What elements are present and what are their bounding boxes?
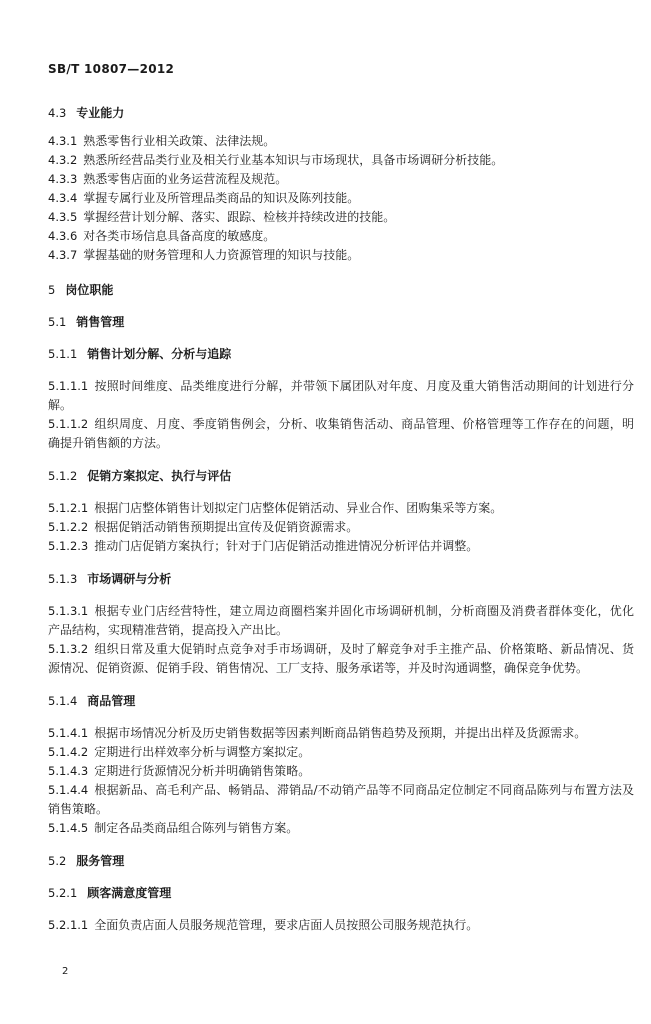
section-heading xyxy=(48,467,634,485)
clause-paragraph xyxy=(48,499,634,518)
clause-text: 组织周度、月度、季度销售例会，分析、收集销售活动、商品管理、价格管理等工作存在的问题，明确提升销售额的方法。 xyxy=(48,417,634,450)
clause-number: 5.2.1 xyxy=(48,886,78,900)
clause-text: 制定各品类商品组合陈列与销售方案。 xyxy=(94,821,299,835)
heading-text: 专业能力 xyxy=(76,106,125,120)
clause-number: 5.1.4.5 xyxy=(48,821,89,835)
clause-paragraph xyxy=(48,602,634,640)
clause-number: 5.1.4.2 xyxy=(48,745,89,759)
section-heading xyxy=(48,884,634,902)
clause-number: 4.3 xyxy=(48,106,67,120)
clause-number: 4.3.1 xyxy=(48,134,78,148)
clause-text: 掌握基础的财务管理和人力资源管理的知识与技能。 xyxy=(83,248,360,262)
clause-text: 按照时间维度、品类维度进行分解，并带领下属团队对年度、月度及重大销售活动期间的计划进行分解。 xyxy=(48,379,634,412)
clause-paragraph xyxy=(48,189,634,208)
clause-paragraph xyxy=(48,208,634,227)
clause-text: 熟悉零售店面的业务运营流程及规范。 xyxy=(83,172,288,186)
clause-number: 5.1.3 xyxy=(48,572,78,586)
heading-text: 销售管理 xyxy=(76,315,125,329)
clause-number: 5.1 xyxy=(48,315,67,329)
clause-paragraph xyxy=(48,781,634,819)
clause-text: 根据门店整体销售计划拟定门店整体促销活动、异业合作、团购集采等方案。 xyxy=(94,501,503,515)
clause-number: 5.1.3.1 xyxy=(48,604,89,618)
clause-text: 对各类市场信息具备高度的敏感度。 xyxy=(83,229,276,243)
heading-text: 促销方案拟定、执行与评估 xyxy=(87,469,232,483)
clause-paragraph xyxy=(48,819,634,838)
clause-number: 4.3.3 xyxy=(48,172,78,186)
heading-text: 岗位职能 xyxy=(65,283,114,297)
clause-text: 掌握经营计划分解、落实、跟踪、检核并持续改进的技能。 xyxy=(83,210,396,224)
clause-text: 定期进行出样效率分析与调整方案拟定。 xyxy=(94,745,311,759)
clause-text: 根据新品、高毛利产品、畅销品、滞销品/不动销产品等不同商品定位制定不同商品陈列与布置方法及销售策略。 xyxy=(48,783,634,816)
clause-number: 4.3.2 xyxy=(48,153,78,167)
clause-number: 5.1.1.1 xyxy=(48,379,89,393)
clause-paragraph xyxy=(48,762,634,781)
section-heading xyxy=(48,313,634,331)
heading-text: 销售计划分解、分析与追踪 xyxy=(87,347,232,361)
page-number: 2 xyxy=(62,966,69,977)
clause-paragraph xyxy=(48,743,634,762)
clause-number: 5 xyxy=(48,283,56,297)
standard-code: SB/T 10807—2012 xyxy=(48,62,175,76)
section-heading xyxy=(48,281,634,299)
section-heading xyxy=(48,692,634,710)
clause-paragraph xyxy=(48,724,634,743)
section-heading xyxy=(48,570,634,588)
document-body xyxy=(48,104,634,935)
clause-text: 根据专业门店经营特性，建立周边商圈档案并固化市场调研机制，分析商圈及消费者群体变化，优化产品结构，实现精准营销，提高投入产出比。 xyxy=(48,604,634,637)
clause-text: 根据市场情况分析及历史销售数据等因素判断商品销售趋势及预期，并提出出样及货源需求。 xyxy=(94,726,587,740)
heading-text: 服务管理 xyxy=(76,854,125,868)
clause-paragraph xyxy=(48,640,634,678)
clause-number: 5.1.2.1 xyxy=(48,501,89,515)
heading-text: 市场调研与分析 xyxy=(87,572,172,586)
clause-number: 5.1.1.2 xyxy=(48,417,89,431)
clause-number: 5.1.4 xyxy=(48,694,78,708)
clause-number: 5.1.1 xyxy=(48,347,78,361)
clause-paragraph xyxy=(48,170,634,189)
clause-number: 4.3.6 xyxy=(48,229,78,243)
clause-number: 5.1.2 xyxy=(48,469,78,483)
section-heading xyxy=(48,852,634,870)
clause-number: 5.1.3.2 xyxy=(48,642,89,656)
section-heading xyxy=(48,104,634,122)
clause-number: 5.1.2.3 xyxy=(48,539,89,553)
clause-text: 根据促销活动销售预期提出宣传及促销资源需求。 xyxy=(94,520,359,534)
clause-number: 5.1.2.2 xyxy=(48,520,89,534)
clause-number: 5.1.4.1 xyxy=(48,726,89,740)
clause-text: 组织日常及重大促销时点竞争对手市场调研，及时了解竞争对手主推产品、价格策略、新品情况、货源情况、促销资源、促销手段、销售情况、工厂支持、服务承诺等，并及时沟通调整，确保竞争优势。 xyxy=(48,642,634,675)
clause-number: 5.2.1.1 xyxy=(48,918,89,932)
clause-paragraph xyxy=(48,415,634,453)
heading-text: 商品管理 xyxy=(87,694,136,708)
clause-text: 掌握专属行业及所管理品类商品的知识及陈列技能。 xyxy=(83,191,360,205)
clause-paragraph xyxy=(48,377,634,415)
clause-paragraph xyxy=(48,916,634,935)
clause-text: 熟悉零售行业相关政策、法律法规。 xyxy=(83,134,276,148)
clause-text: 推动门店促销方案执行；针对于门店促销活动推进情况分析评估并调整。 xyxy=(94,539,479,553)
clause-number: 5.1.4.4 xyxy=(48,783,89,797)
clause-text: 全面负责店面人员服务规范管理，要求店面人员按照公司服务规范执行。 xyxy=(94,918,479,932)
clause-number: 5.1.4.3 xyxy=(48,764,89,778)
clause-text: 熟悉所经营品类行业及相关行业基本知识与市场现状，具备市场调研分析技能。 xyxy=(83,153,504,167)
section-heading xyxy=(48,345,634,363)
clause-text: 定期进行货源情况分析并明确销售策略。 xyxy=(94,764,311,778)
clause-paragraph xyxy=(48,537,634,556)
clause-number: 4.3.4 xyxy=(48,191,78,205)
heading-text: 顾客满意度管理 xyxy=(87,886,172,900)
clause-number: 4.3.7 xyxy=(48,248,78,262)
clause-paragraph xyxy=(48,132,634,151)
clause-paragraph xyxy=(48,518,634,537)
clause-paragraph xyxy=(48,151,634,170)
clause-number: 5.2 xyxy=(48,854,67,868)
clause-paragraph xyxy=(48,227,634,246)
clause-number: 4.3.5 xyxy=(48,210,78,224)
clause-paragraph xyxy=(48,246,634,265)
